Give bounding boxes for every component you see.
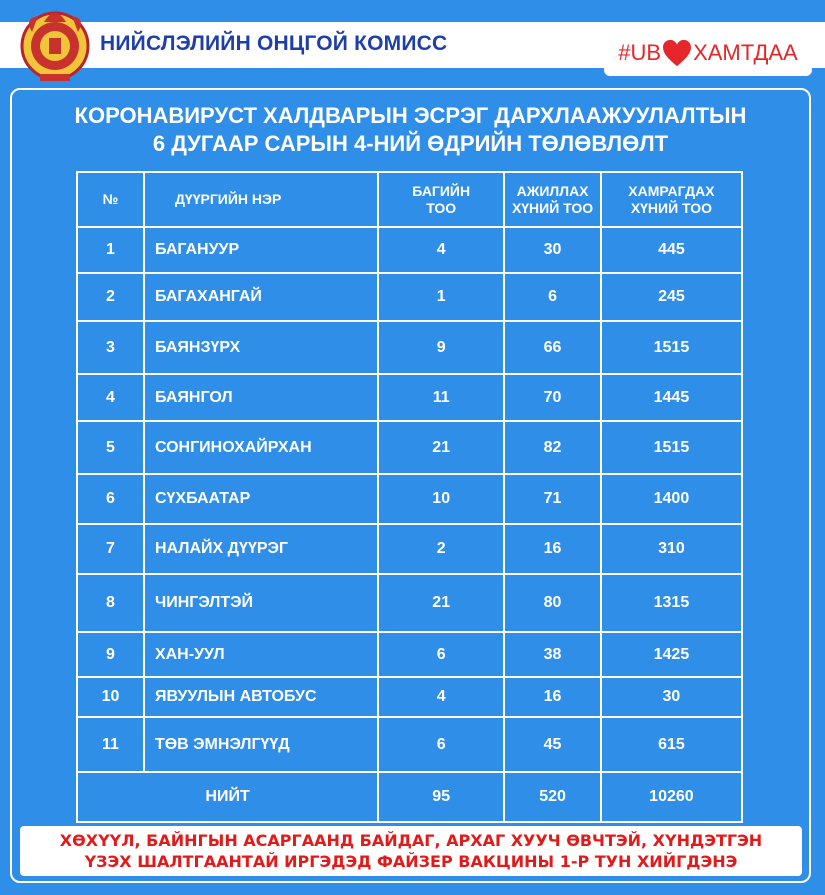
org-title: НИЙСЛЭЛИЙН ОНЦГОЙ КОМИСС	[100, 32, 448, 55]
row-teams: 2	[378, 524, 504, 574]
row-teams: 6	[378, 632, 504, 677]
table-row	[77, 632, 742, 677]
table-header-row	[77, 172, 742, 227]
page-title-line1: КОРОНАВИРУСТ ХАЛДВАРЫН ЭСРЭГ ДАРХЛААЖУУЛАЛТЫН	[74, 103, 747, 128]
row-coverage: 1515	[601, 321, 742, 374]
row-teams: 11	[378, 374, 504, 421]
row-district: ТӨВ ЭМНЭЛГҮҮД	[144, 717, 378, 772]
row-teams: 21	[378, 574, 504, 632]
header-district: ДҮҮРГИЙН НЭР	[144, 172, 378, 227]
row-staff: 16	[504, 677, 601, 717]
row-staff: 66	[504, 321, 601, 374]
table-row	[77, 574, 742, 632]
row-district: СОНГИНОХАЙРХАН	[144, 421, 378, 474]
row-no: 9	[77, 632, 144, 677]
table-row	[77, 524, 742, 574]
page-title-line2: 6 ДУГААР САРЫН 4-НИЙ ӨДРИЙН ТӨЛӨВЛӨЛТ	[152, 131, 669, 156]
row-teams: 6	[378, 717, 504, 772]
row-district: НАЛАЙХ ДҮҮРЭГ	[144, 524, 378, 574]
row-coverage: 1425	[601, 632, 742, 677]
heart-icon	[662, 39, 692, 67]
row-district: БАГАНУУР	[144, 227, 378, 273]
header-staff-line2: ХҮНИЙ ТОО	[511, 199, 594, 216]
row-staff: 30	[504, 227, 601, 273]
vaccination-plan-table	[76, 171, 743, 823]
row-district: СҮХБААТАР	[144, 474, 378, 524]
row-no: 2	[77, 273, 144, 321]
table-row	[77, 273, 742, 321]
row-no: 5	[77, 421, 144, 474]
row-staff: 70	[504, 374, 601, 421]
table-row	[77, 474, 742, 524]
table-row	[77, 717, 742, 772]
row-staff: 71	[504, 474, 601, 524]
row-no: 7	[77, 524, 144, 574]
footer-notice	[20, 826, 802, 876]
header-teams-line1: БАГИЙН	[412, 182, 471, 199]
total-teams: 95	[378, 772, 504, 822]
header-staff-line1: АЖИЛЛАХ	[516, 182, 589, 199]
total-coverage: 10260	[601, 772, 742, 822]
row-district: ХАН-УУЛ	[144, 632, 378, 677]
row-no: 1	[77, 227, 144, 273]
header-coverage	[601, 172, 742, 227]
row-coverage: 1315	[601, 574, 742, 632]
row-staff: 80	[504, 574, 601, 632]
row-district: БАГАХАНГАЙ	[144, 273, 378, 321]
row-teams: 4	[378, 227, 504, 273]
row-district: ЯВУУЛЫН АВТОБУС	[144, 677, 378, 717]
table-row	[77, 421, 742, 474]
row-teams: 4	[378, 677, 504, 717]
city-emblem-icon	[14, 2, 96, 84]
footer-line2: ҮЗЭХ ШАЛТГААНТАЙ ИРГЭДЭД ФАЙЗЕР ВАКЦИНЫ 1-Р ТУН ХИЙГДЭНЭ	[84, 852, 738, 871]
total-label: НИЙТ	[77, 772, 378, 822]
row-coverage: 310	[601, 524, 742, 574]
row-coverage: 1400	[601, 474, 742, 524]
table-row	[77, 321, 742, 374]
row-coverage: 30	[601, 677, 742, 717]
header-staff	[504, 172, 601, 227]
row-teams: 10	[378, 474, 504, 524]
row-teams: 9	[378, 321, 504, 374]
row-district: ЧИНГЭЛТЭЙ	[144, 574, 378, 632]
row-no: 4	[77, 374, 144, 421]
table-row	[77, 374, 742, 421]
row-coverage: 245	[601, 273, 742, 321]
hashtag-badge	[604, 30, 812, 76]
row-coverage: 1445	[601, 374, 742, 421]
table-row	[77, 227, 742, 273]
hashtag-right: ХАМТДАА	[693, 40, 798, 65]
row-no: 11	[77, 717, 144, 772]
table-row	[77, 677, 742, 717]
row-no: 8	[77, 574, 144, 632]
row-staff: 16	[504, 524, 601, 574]
row-district: БАЯНЗҮРХ	[144, 321, 378, 374]
row-teams: 1	[378, 273, 504, 321]
row-coverage: 445	[601, 227, 742, 273]
row-district: БАЯНГОЛ	[144, 374, 378, 421]
row-no: 6	[77, 474, 144, 524]
row-coverage: 1515	[601, 421, 742, 474]
header-no: №	[77, 172, 144, 227]
row-no: 10	[77, 677, 144, 717]
header-coverage-line1: ХАМРАГДАХ	[628, 182, 715, 199]
header-teams-line2: ТОО	[426, 199, 457, 216]
header-coverage-line2: ХҮНИЙ ТОО	[630, 199, 713, 216]
row-staff: 82	[504, 421, 601, 474]
row-staff: 45	[504, 717, 601, 772]
total-staff: 520	[504, 772, 601, 822]
page-title	[10, 102, 811, 158]
footer-line1: ХӨХҮҮЛ, БАЙНГЫН АСАРГААНД БАЙДАГ, АРХАГ ХУУЧ ӨВЧТЭЙ, ХҮНДЭТГЭН	[59, 831, 763, 850]
row-staff: 38	[504, 632, 601, 677]
header-teams	[378, 172, 504, 227]
hashtag-left: #UB	[618, 40, 662, 65]
row-teams: 21	[378, 421, 504, 474]
row-coverage: 615	[601, 717, 742, 772]
table-total-row	[77, 772, 742, 822]
row-no: 3	[77, 321, 144, 374]
row-staff: 6	[504, 273, 601, 321]
